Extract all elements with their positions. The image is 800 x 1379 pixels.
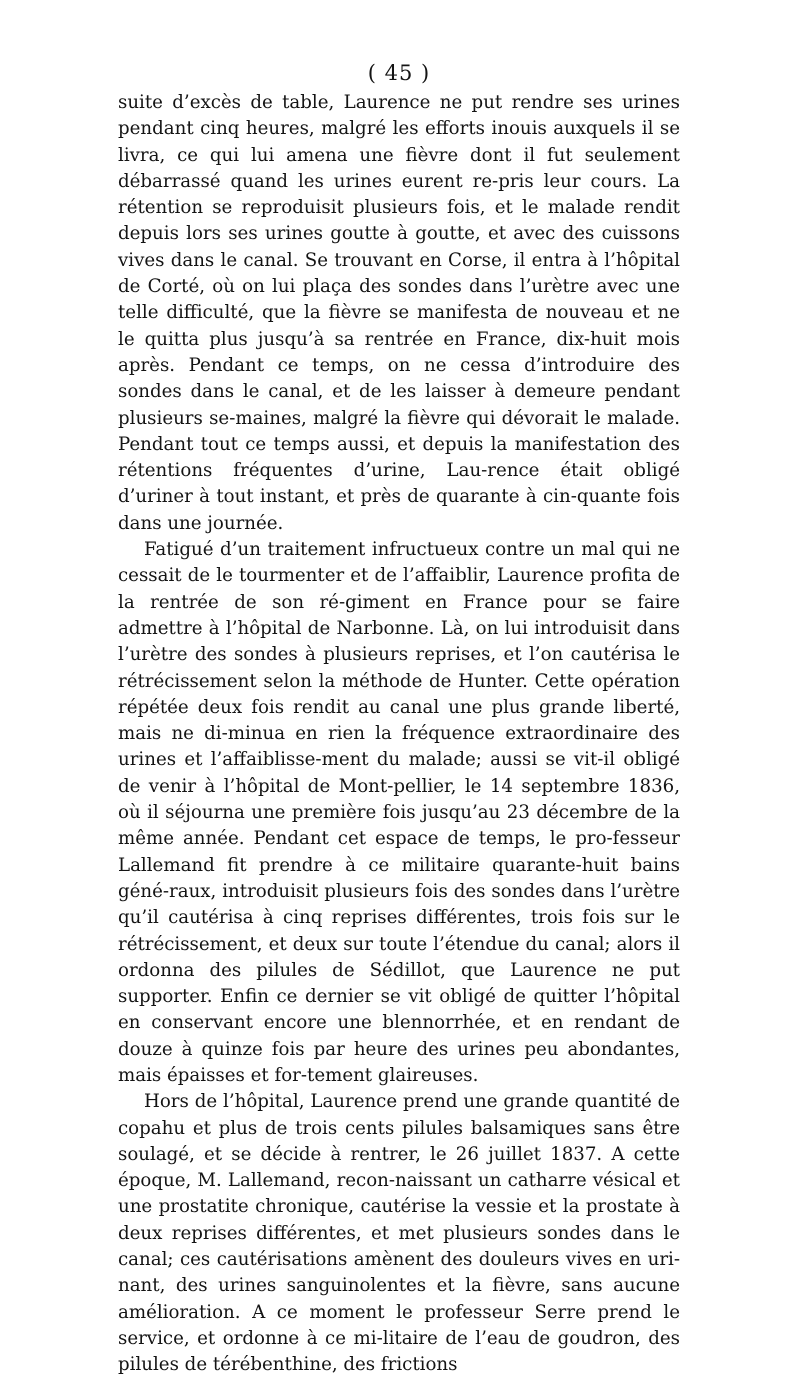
paragraph-2: Fatigué d’un traitement infructueux contre un mal qui ne cessait de le tourmenter et de l’affaiblir, Laurence profita de la rentrée de son ré-giment en France pour se faire admettre à l’hôpital de Narbonne. Là, on lui introduisit dans l’urètre des sondes à plusieurs reprises, et l’on cautérisa le rétrécissement selon la méthode de Hunter. Cette opération répétée deux fois rendit au canal une plus grande liberté, mais ne di-minua en rien la fréquence extraordinaire des urines et l’affaiblisse-ment du malade; aussi se vit-il obligé de venir à l’hôpital de Mont-pellier, le 14 septembre 1836, où il séjourna une première fois jusqu’au 23 décembre de la même année. Pendant cet espace de temps, le pro-fesseur Lallemand fit prendre à ce militaire quarante-huit bains géné-raux, introduisit plusieurs fois des sondes dans l’urètre qu’il cautérisa à cinq reprises différentes, trois fois sur le rétrécissement, et deux sur toute l’étendue du canal; alors il ordonna des pilules de Sédillot, que Laurence ne put supporter. Enfin ce dernier se vit obligé de quitter l’hôpital en conservant encore une blennorrhée, et en rendant de douze à quinze fois par heure des urines peu abondantes, mais épaisses et for-tement glaireuses. <box>118 539 680 1086</box>
paragraph-1: suite d’excès de table, Laurence ne put rendre ses urines pendant cinq heures, malgré les efforts inouis auxquels il se livra, ce qui lui amena une fièvre dont il fut seulement débarrassé quand les urines eurent re-pris leur cours. La rétention se reproduisit plusieurs fois, et le malade rendit depuis lors ses urines goutte à goutte, et avec des cuissons vives dans le canal. Se trouvant en Corse, il entra à l’hôpital de Corté, où on lui plaça des sondes dans l’urètre avec une telle difficulté, que la fièvre se manifesta de nouveau et ne le quitta plus jusqu’à sa rentrée en France, dix-huit mois après. Pendant ce temps, on ne cessa d’introduire des sondes dans le canal, et de les laisser à demeure pendant plusieurs se-maines, malgré la fièvre qui dévorait le malade. Pendant tout ce temps aussi, et depuis la manifestation des rétentions fréquentes d’urine, Lau-rence était obligé d’uriner à tout instant, et près de quarante à cin-quante fois dans une journée. <box>118 92 680 534</box>
book-page <box>118 58 680 1379</box>
page-number: ( 45 ) <box>367 61 431 85</box>
paragraph-3: Hors de l’hôpital, Laurence prend une grande quantité de copahu et plus de trois cents pilules balsamiques sans être soulagé, et se décide à rentrer, le 26 juillet 1837. A cette époque, M. Lallemand, recon-naissant un catharre vésical et une prostatite chronique, cautérise la vessie et la prostate à deux reprises différentes, et met plusieurs sondes dans le canal; ces cautérisations amènent des douleurs vives en uri-nant, des urines sanguinolentes et la fièvre, sans aucune amélioration. A ce moment le professeur Serre prend le service, et ordonne à ce mi-litaire de l’eau de goudron, des pilules de térébenthine, des frictions <box>118 1091 680 1376</box>
